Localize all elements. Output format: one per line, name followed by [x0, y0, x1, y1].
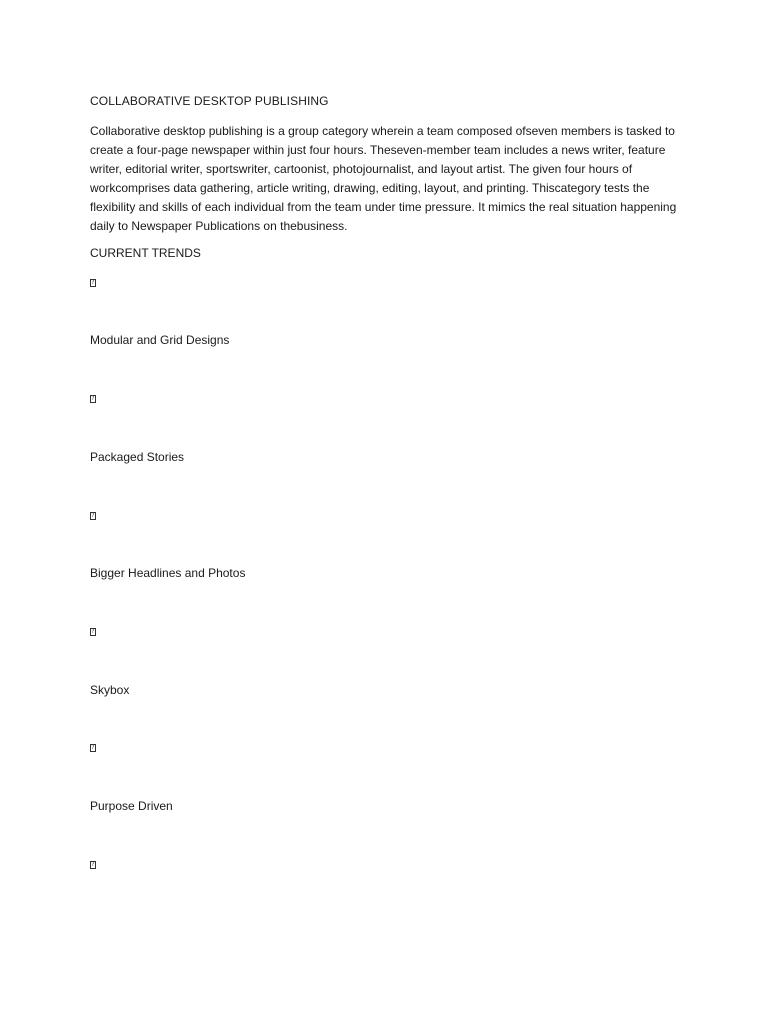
trend-item-purpose-driven: Purpose Driven	[90, 799, 173, 813]
missing-image-icon: ?	[91, 628, 95, 635]
trend-item-bigger-headlines: Bigger Headlines and Photos	[90, 566, 246, 580]
missing-image-icon: ?	[91, 395, 95, 402]
current-trends-heading: CURRENT TRENDS	[90, 246, 201, 260]
trend-item-skybox: Skybox	[90, 683, 130, 697]
trend-item-modular-grid: Modular and Grid Designs	[90, 333, 230, 347]
missing-image-icon: ?	[91, 744, 95, 751]
document-title: COLLABORATIVE DESKTOP PUBLISHING	[90, 94, 329, 108]
missing-image-icon: ?	[91, 861, 95, 868]
missing-image-icon: ?	[91, 512, 95, 519]
missing-image-icon: ?	[91, 279, 95, 286]
intro-paragraph: Collaborative desktop publishing is a group category wherein a team composed ofseven members is tasked to create a four-page newspaper within just four hours. Theseven-member team includes a news writer, feature writer, editorial writer, sportswriter, cartoonist, photojournalist, and layout artist. The given four hours of workcomprises data gathering, article writing, drawing, editing, layout, and printing. Thiscategory tests the flexibility and skills of each individual from the team under time pressure. It mimics the real situation happening daily to Newspaper Publications on thebusiness.	[90, 124, 677, 233]
trend-item-packaged-stories: Packaged Stories	[90, 450, 185, 464]
